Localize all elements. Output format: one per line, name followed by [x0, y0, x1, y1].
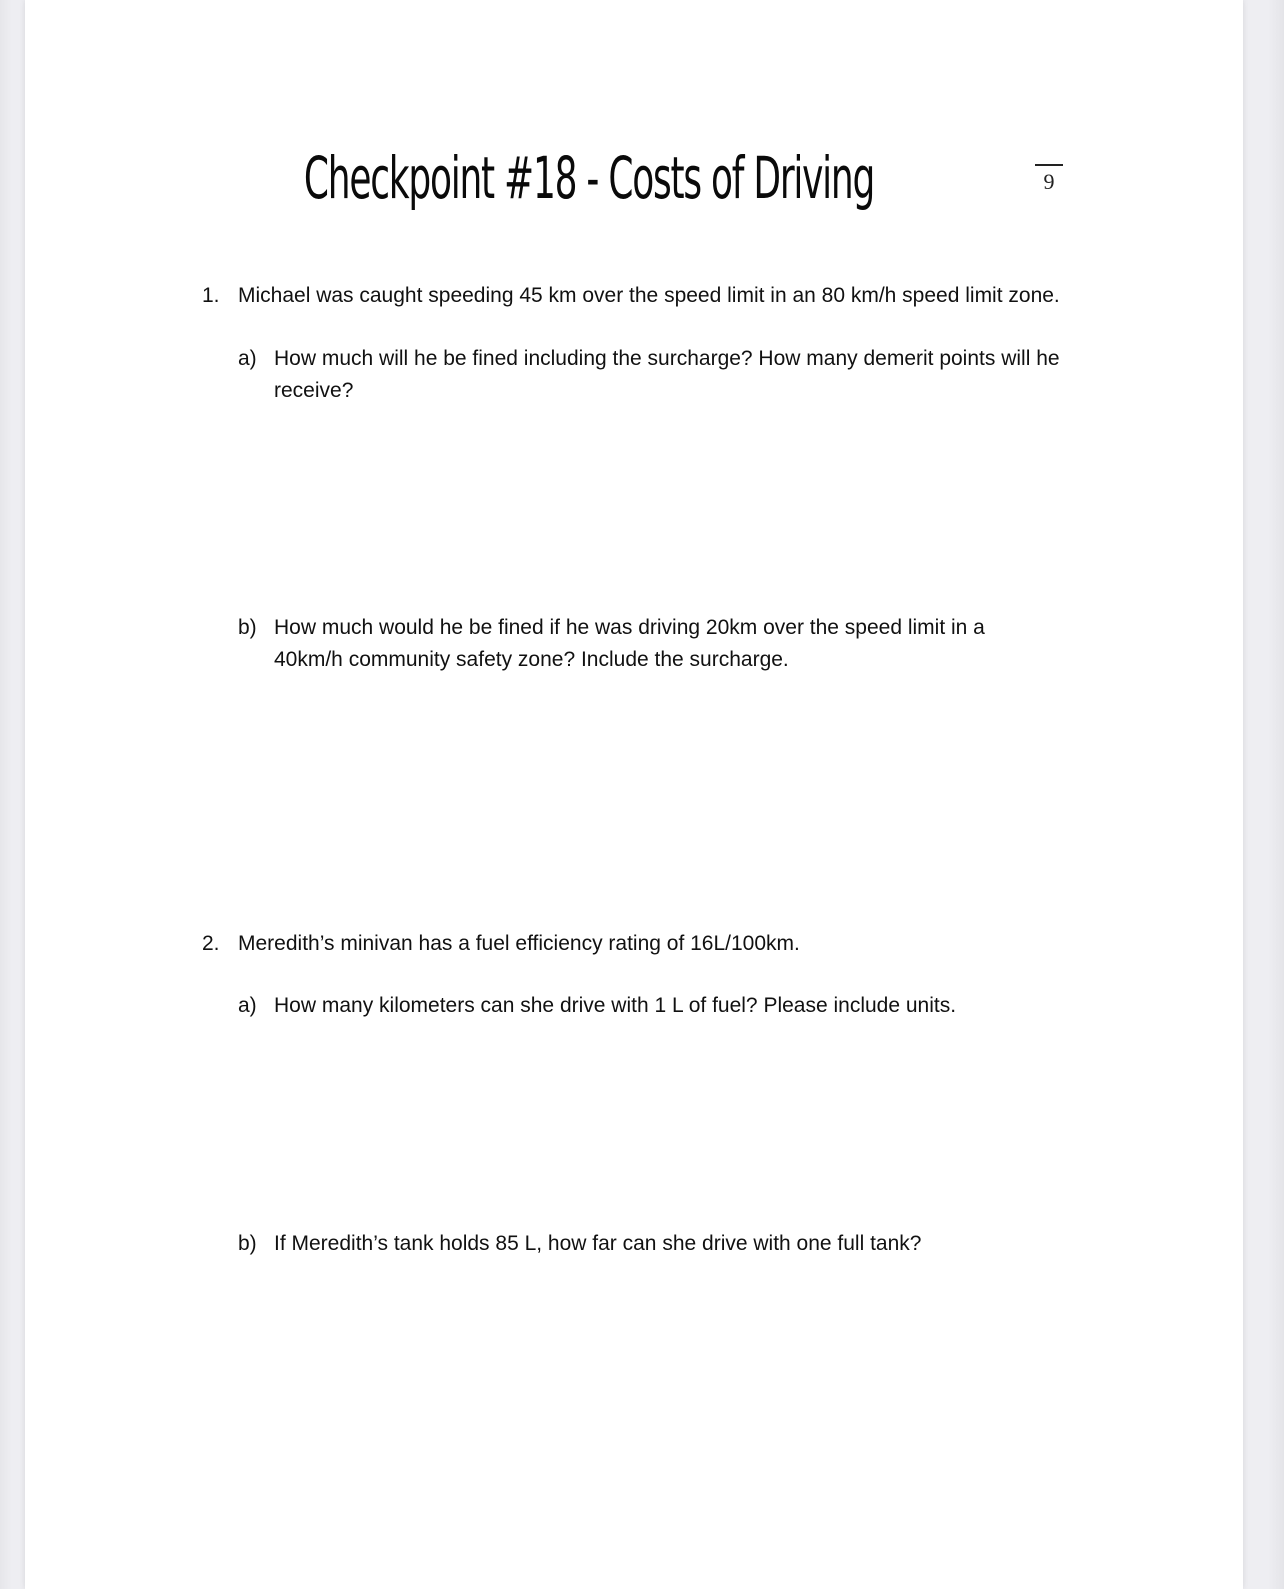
- question-2: [202, 928, 1162, 962]
- question-1: [202, 280, 1162, 314]
- part-label: b): [238, 616, 257, 639]
- question-1-part-b: [238, 612, 1098, 678]
- question-number: 2.: [202, 932, 220, 955]
- part-label: a): [238, 994, 257, 1017]
- part-label: b): [238, 1232, 257, 1255]
- part-text: How many kilometers can she drive with 1 L of fuel? Please include units.: [274, 994, 957, 1017]
- question-1-part-a: [238, 343, 1098, 409]
- part-text: How much will he be fined including the surcharge? How many demerit points will he receive?: [274, 347, 1060, 402]
- score-box: [1031, 164, 1067, 194]
- part-text: If Meredith’s tank holds 85 L, how far can she drive with one full tank?: [274, 1232, 922, 1255]
- part-label: a): [238, 347, 257, 370]
- worksheet-page: [25, 0, 1243, 1589]
- page-title: Checkpoint #18 - Costs of Driving: [303, 144, 875, 212]
- question-text: Michael was caught speeding 45 km over the speed limit in an 80 km/h speed limit zone.: [238, 284, 1060, 307]
- score-fraction-bar: [1035, 164, 1063, 166]
- question-number: 1.: [202, 284, 220, 307]
- part-text: How much would he be fined if he was driving 20km over the speed limit in a 40km/h community safety zone? Include the surcharge.: [274, 616, 985, 671]
- score-denominator: 9: [1043, 169, 1055, 194]
- question-text: Meredith’s minivan has a fuel efficiency rating of 16L/100km.: [238, 932, 800, 955]
- question-2-part-a: [238, 990, 1098, 1024]
- question-2-part-b: [238, 1228, 1098, 1262]
